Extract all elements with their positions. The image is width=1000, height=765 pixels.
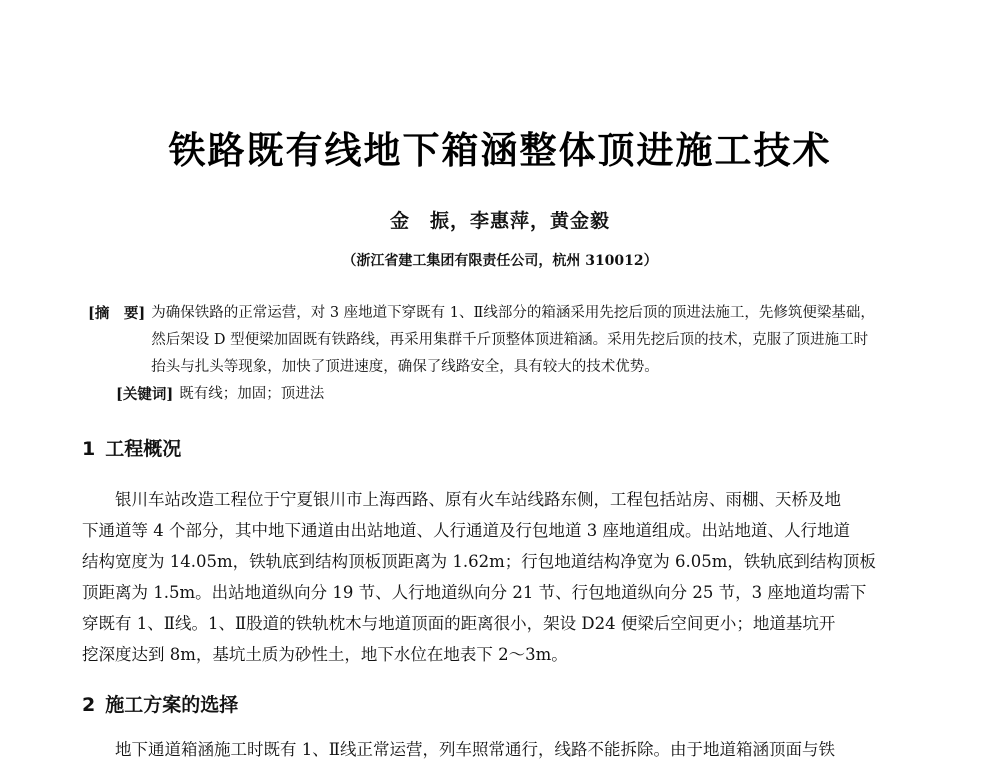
section-heading-1 xyxy=(82,434,181,461)
abstract-text xyxy=(151,300,918,381)
paper-title: 铁路既有线地下箱涵整体顶进施工技术 xyxy=(168,129,832,172)
paragraph-line: 穿既有 1、Ⅱ线。1、Ⅱ股道的铁轨枕木与地道顶面的距离很小，架设 D24 便梁后空间更小；地道基坑开 xyxy=(82,614,836,633)
abstract-label: [摘 要] xyxy=(88,305,146,322)
keywords-label: [关键词] xyxy=(116,386,174,403)
paragraph-line: 顶距离为 1.5m。出站地道纵向分 19 节、人行地道纵向分 21 节、行包地道纵向分 25 节，3 座地道均需下 xyxy=(82,583,867,602)
paragraph-line: 地下通道箱涵施工时既有 1、Ⅱ线正常运营，列车照常通行，线路不能拆除。由于地道箱涵顶面与铁 xyxy=(115,740,835,759)
section-2-paragraph xyxy=(82,734,912,765)
section-title: 工程概况 xyxy=(105,438,182,460)
section-title: 施工方案的选择 xyxy=(105,694,239,716)
keywords-row xyxy=(116,381,918,408)
abstract-line: 抬头与扎头等现象，加快了顶进速度，确保了线路安全，具有较大的技术优势。 xyxy=(151,359,659,375)
section-1-paragraph xyxy=(82,484,912,670)
paragraph-line: 下通道等 4 个部分，其中地下通道由出站地道、人行通道及行包地道 3 座地道组成。出站地道、人行地道 xyxy=(82,521,850,540)
paragraph-line: 银川车站改造工程位于宁夏银川市上海西路、原有火车站线路东侧，工程包括站房、雨棚、天桥及地 xyxy=(115,490,841,509)
author-list: 金 振，李惠萍，黄金毅 xyxy=(389,210,610,232)
abstract-block xyxy=(88,300,918,408)
section-heading-2 xyxy=(82,690,238,717)
paragraph-line: 挖深度达到 8m，基坑土质为砂性土，地下水位在地表下 2～3m。 xyxy=(82,645,568,664)
abstract-line: 为确保铁路的正常运营，对 3 座地道下穿既有 1、Ⅱ线部分的箱涵采用先挖后顶的顶进法施工，先修筑便梁基础， xyxy=(151,305,875,321)
paragraph-line: 结构宽度为 14.05m，铁轨底到结构顶板顶距离为 1.62m；行包地道结构净宽为 6.05m，铁轨底到结构顶板 xyxy=(82,552,876,571)
abstract-line: 然后架设 D 型便梁加固既有铁路线，再采用集群千斤顶整体顶进箱涵。采用先挖后顶的技术，克服了顶进施工时 xyxy=(151,332,869,348)
keywords-text: 既有线；加固；顶进法 xyxy=(179,386,325,402)
section-number: 1 xyxy=(82,438,96,460)
section-number: 2 xyxy=(82,694,96,716)
author-affiliation: （浙江省建工集团有限责任公司，杭州 310012） xyxy=(342,253,658,269)
